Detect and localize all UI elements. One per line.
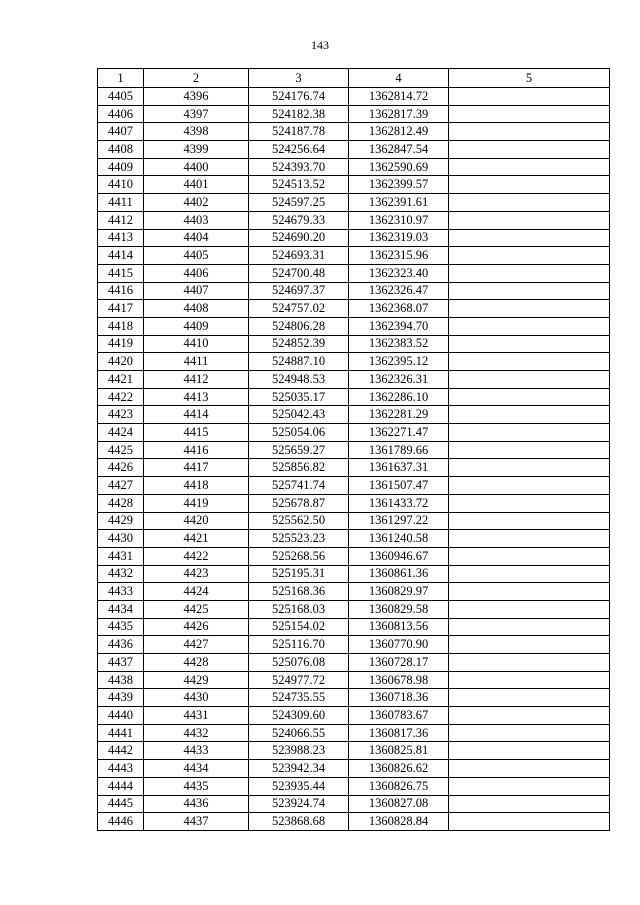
table-cell-col-3: 524977.72 <box>249 671 349 689</box>
table-cell-col-1: 4423 <box>98 406 144 424</box>
table-cell-col-3: 525523.23 <box>249 530 349 548</box>
table-cell-col-2: 4435 <box>144 777 249 795</box>
table-cell-col-4: 1362286.10 <box>349 388 449 406</box>
table-cell-col-2: 4429 <box>144 671 249 689</box>
table-cell-col-2: 4422 <box>144 547 249 565</box>
page-number: 143 <box>311 38 329 52</box>
table-row <box>98 530 610 548</box>
table-cell-col-5 <box>449 141 610 159</box>
table-cell-col-2: 4400 <box>144 158 249 176</box>
table-row <box>98 583 610 601</box>
table-cell-col-2: 4418 <box>144 477 249 495</box>
table-cell-col-3: 524187.78 <box>249 123 349 141</box>
table-cell-col-3: 525054.06 <box>249 424 349 442</box>
table-cell-col-4: 1360817.36 <box>349 724 449 742</box>
table-cell-col-2: 4396 <box>144 88 249 106</box>
table-row <box>98 194 610 212</box>
table-cell-col-4: 1362310.97 <box>349 211 449 229</box>
table-cell-col-1: 4425 <box>98 441 144 459</box>
table-cell-col-5 <box>449 194 610 212</box>
table-cell-col-2: 4402 <box>144 194 249 212</box>
table-cell-col-3: 524690.20 <box>249 229 349 247</box>
table-cell-col-2: 4409 <box>144 317 249 335</box>
table-cell-col-4: 1360783.67 <box>349 707 449 725</box>
table-cell-col-2: 4404 <box>144 229 249 247</box>
table-cell-col-4: 1361789.66 <box>349 441 449 459</box>
table-cell-col-5 <box>449 654 610 672</box>
table-cell-col-3: 524393.70 <box>249 158 349 176</box>
table-row <box>98 636 610 654</box>
table-cell-col-1: 4440 <box>98 707 144 725</box>
table-cell-col-5 <box>449 742 610 760</box>
table-cell-col-1: 4411 <box>98 194 144 212</box>
table-cell-col-1: 4414 <box>98 247 144 265</box>
table-cell-col-3: 524806.28 <box>249 317 349 335</box>
table-row <box>98 618 610 636</box>
table-cell-col-5 <box>449 618 610 636</box>
table-cell-col-3: 524513.52 <box>249 176 349 194</box>
table-row <box>98 742 610 760</box>
table-cell-col-5 <box>449 459 610 477</box>
table-cell-col-5 <box>449 317 610 335</box>
table-row <box>98 406 610 424</box>
table-cell-col-3: 525741.74 <box>249 477 349 495</box>
table-cell-col-4: 1362368.07 <box>349 300 449 318</box>
table-row <box>98 141 610 159</box>
table-row <box>98 158 610 176</box>
table-cell-col-1: 4431 <box>98 547 144 565</box>
table-cell-col-4: 1362271.47 <box>349 424 449 442</box>
table-cell-col-2: 4428 <box>144 654 249 672</box>
column-header-5: 5 <box>449 69 610 88</box>
table-cell-col-5 <box>449 441 610 459</box>
table-cell-col-1: 4420 <box>98 353 144 371</box>
table-cell-col-1: 4426 <box>98 459 144 477</box>
table-row <box>98 424 610 442</box>
table-cell-col-2: 4417 <box>144 459 249 477</box>
table-row <box>98 671 610 689</box>
table-cell-col-2: 4411 <box>144 353 249 371</box>
table-cell-col-3: 523942.34 <box>249 760 349 778</box>
table-row <box>98 229 610 247</box>
table-cell-col-4: 1360827.08 <box>349 795 449 813</box>
table-cell-col-1: 4442 <box>98 742 144 760</box>
table-cell-col-5 <box>449 583 610 601</box>
table-cell-col-2: 4410 <box>144 335 249 353</box>
table-cell-col-3: 524256.64 <box>249 141 349 159</box>
table-cell-col-1: 4427 <box>98 477 144 495</box>
table-cell-col-4: 1362315.96 <box>349 247 449 265</box>
table-cell-col-1: 4412 <box>98 211 144 229</box>
table-cell-col-3: 524176.74 <box>249 88 349 106</box>
table-cell-col-1: 4409 <box>98 158 144 176</box>
table-row <box>98 247 610 265</box>
table-cell-col-3: 523868.68 <box>249 813 349 831</box>
table-cell-col-2: 4436 <box>144 795 249 813</box>
table-cell-col-5 <box>449 795 610 813</box>
table-cell-col-3: 525035.17 <box>249 388 349 406</box>
table-cell-col-4: 1361240.58 <box>349 530 449 548</box>
table-cell-col-2: 4419 <box>144 494 249 512</box>
table-cell-col-4: 1362326.47 <box>349 282 449 300</box>
table-cell-col-1: 4410 <box>98 176 144 194</box>
table-cell-col-5 <box>449 707 610 725</box>
table-row <box>98 282 610 300</box>
table-row <box>98 459 610 477</box>
table-cell-col-1: 4435 <box>98 618 144 636</box>
table-cell-col-3: 525042.43 <box>249 406 349 424</box>
table-cell-col-2: 4413 <box>144 388 249 406</box>
table-cell-col-5 <box>449 388 610 406</box>
table-cell-col-2: 4408 <box>144 300 249 318</box>
table-row <box>98 565 610 583</box>
table-cell-col-5 <box>449 300 610 318</box>
table-cell-col-3: 524679.33 <box>249 211 349 229</box>
table-cell-col-3: 524597.25 <box>249 194 349 212</box>
table-cell-col-2: 4421 <box>144 530 249 548</box>
table-cell-col-2: 4398 <box>144 123 249 141</box>
table-cell-col-4: 1360861.36 <box>349 565 449 583</box>
table-row <box>98 707 610 725</box>
table-cell-col-5 <box>449 477 610 495</box>
table-row <box>98 441 610 459</box>
table-cell-col-4: 1360829.58 <box>349 600 449 618</box>
table-row <box>98 211 610 229</box>
table-cell-col-4: 1362817.39 <box>349 105 449 123</box>
table-cell-col-4: 1362395.12 <box>349 353 449 371</box>
table-body <box>98 88 610 831</box>
table-cell-col-1: 4422 <box>98 388 144 406</box>
table-cell-col-4: 1362391.61 <box>349 194 449 212</box>
table-cell-col-2: 4426 <box>144 618 249 636</box>
table-cell-col-4: 1362323.40 <box>349 264 449 282</box>
table-row <box>98 777 610 795</box>
table-cell-col-5 <box>449 565 610 583</box>
table-cell-col-3: 525168.36 <box>249 583 349 601</box>
table-row <box>98 795 610 813</box>
table-cell-col-4: 1360828.84 <box>349 813 449 831</box>
table-cell-col-5 <box>449 600 610 618</box>
table-cell-col-3: 523935.44 <box>249 777 349 795</box>
table-cell-col-1: 4429 <box>98 512 144 530</box>
table-cell-col-1: 4444 <box>98 777 144 795</box>
table-row <box>98 654 610 672</box>
table-cell-col-4: 1360728.17 <box>349 654 449 672</box>
table-row <box>98 317 610 335</box>
table-cell-col-3: 525268.56 <box>249 547 349 565</box>
table-cell-col-4: 1360825.81 <box>349 742 449 760</box>
table-header-row <box>98 69 610 88</box>
table-row <box>98 689 610 707</box>
coordinates-table <box>97 68 610 831</box>
table-cell-col-1: 4443 <box>98 760 144 778</box>
table-cell-col-1: 4406 <box>98 105 144 123</box>
table-cell-col-3: 524735.55 <box>249 689 349 707</box>
table-cell-col-2: 4424 <box>144 583 249 601</box>
table-cell-col-3: 524700.48 <box>249 264 349 282</box>
table-row <box>98 388 610 406</box>
table-cell-col-3: 524309.60 <box>249 707 349 725</box>
table-cell-col-5 <box>449 158 610 176</box>
table-cell-col-2: 4416 <box>144 441 249 459</box>
table-cell-col-4: 1361297.22 <box>349 512 449 530</box>
table-cell-col-3: 525195.31 <box>249 565 349 583</box>
table-cell-col-2: 4437 <box>144 813 249 831</box>
table-cell-col-2: 4412 <box>144 371 249 389</box>
table-cell-col-2: 4423 <box>144 565 249 583</box>
table-cell-col-4: 1362399.57 <box>349 176 449 194</box>
table-cell-col-2: 4431 <box>144 707 249 725</box>
table-cell-col-1: 4421 <box>98 371 144 389</box>
table-row <box>98 300 610 318</box>
table-cell-col-2: 4406 <box>144 264 249 282</box>
table-cell-col-5 <box>449 211 610 229</box>
table-cell-col-2: 4403 <box>144 211 249 229</box>
table-cell-col-1: 4446 <box>98 813 144 831</box>
table-cell-col-4: 1362847.54 <box>349 141 449 159</box>
table-cell-col-1: 4436 <box>98 636 144 654</box>
table-cell-col-2: 4427 <box>144 636 249 654</box>
table-cell-col-4: 1360813.56 <box>349 618 449 636</box>
table-cell-col-4: 1360946.67 <box>349 547 449 565</box>
table-cell-col-5 <box>449 777 610 795</box>
table-cell-col-1: 4439 <box>98 689 144 707</box>
table-cell-col-1: 4437 <box>98 654 144 672</box>
table-cell-col-2: 4397 <box>144 105 249 123</box>
table-row <box>98 335 610 353</box>
table-cell-col-4: 1362281.29 <box>349 406 449 424</box>
table-cell-col-5 <box>449 176 610 194</box>
table-cell-col-3: 523924.74 <box>249 795 349 813</box>
table-cell-col-3: 525154.02 <box>249 618 349 636</box>
table-cell-col-5 <box>449 371 610 389</box>
table-cell-col-3: 525562.50 <box>249 512 349 530</box>
table-cell-col-1: 4441 <box>98 724 144 742</box>
table-row <box>98 477 610 495</box>
table-cell-col-5 <box>449 335 610 353</box>
table-row <box>98 353 610 371</box>
column-header-4: 4 <box>349 69 449 88</box>
table-cell-col-5 <box>449 724 610 742</box>
table-cell-col-2: 4434 <box>144 760 249 778</box>
table-cell-col-3: 524697.37 <box>249 282 349 300</box>
column-header-1: 1 <box>98 69 144 88</box>
table-cell-col-2: 4425 <box>144 600 249 618</box>
table-row <box>98 176 610 194</box>
table-cell-col-5 <box>449 813 610 831</box>
table-cell-col-3: 525168.03 <box>249 600 349 618</box>
table-row <box>98 512 610 530</box>
table-cell-col-1: 4405 <box>98 88 144 106</box>
table-cell-col-4: 1362814.72 <box>349 88 449 106</box>
table-cell-col-1: 4407 <box>98 123 144 141</box>
table-cell-col-2: 4399 <box>144 141 249 159</box>
table-cell-col-2: 4414 <box>144 406 249 424</box>
table-cell-col-5 <box>449 88 610 106</box>
table-cell-col-3: 524948.53 <box>249 371 349 389</box>
table-cell-col-4: 1361433.72 <box>349 494 449 512</box>
table-cell-col-2: 4420 <box>144 512 249 530</box>
table-cell-col-3: 524066.55 <box>249 724 349 742</box>
table-cell-col-4: 1360770.90 <box>349 636 449 654</box>
table-cell-col-2: 4405 <box>144 247 249 265</box>
table-cell-col-1: 4428 <box>98 494 144 512</box>
table-row <box>98 760 610 778</box>
table-cell-col-3: 525856.82 <box>249 459 349 477</box>
table-row <box>98 88 610 106</box>
table-cell-col-5 <box>449 353 610 371</box>
table-cell-col-3: 524852.39 <box>249 335 349 353</box>
table-row <box>98 371 610 389</box>
table-cell-col-1: 4434 <box>98 600 144 618</box>
table-cell-col-5 <box>449 424 610 442</box>
table-cell-col-3: 525678.87 <box>249 494 349 512</box>
table-cell-col-3: 525076.08 <box>249 654 349 672</box>
table-cell-col-1: 4445 <box>98 795 144 813</box>
table-cell-col-5 <box>449 247 610 265</box>
table-cell-col-5 <box>449 229 610 247</box>
table-cell-col-3: 524757.02 <box>249 300 349 318</box>
table-cell-col-1: 4408 <box>98 141 144 159</box>
table-cell-col-4: 1360829.97 <box>349 583 449 601</box>
table-cell-col-5 <box>449 760 610 778</box>
table-cell-col-3: 525659.27 <box>249 441 349 459</box>
table-cell-col-3: 524693.31 <box>249 247 349 265</box>
table-cell-col-5 <box>449 282 610 300</box>
table-cell-col-1: 4432 <box>98 565 144 583</box>
table-cell-col-4: 1362812.49 <box>349 123 449 141</box>
table-cell-col-1: 4430 <box>98 530 144 548</box>
table-cell-col-5 <box>449 530 610 548</box>
table-cell-col-4: 1362319.03 <box>349 229 449 247</box>
table-cell-col-1: 4418 <box>98 317 144 335</box>
table-cell-col-4: 1360826.75 <box>349 777 449 795</box>
table-cell-col-1: 4433 <box>98 583 144 601</box>
column-header-2: 2 <box>144 69 249 88</box>
table-row <box>98 123 610 141</box>
table-cell-col-2: 4415 <box>144 424 249 442</box>
table-cell-col-2: 4433 <box>144 742 249 760</box>
table-row <box>98 547 610 565</box>
table-cell-col-2: 4430 <box>144 689 249 707</box>
table-cell-col-5 <box>449 547 610 565</box>
table-cell-col-1: 4424 <box>98 424 144 442</box>
table-cell-col-2: 4401 <box>144 176 249 194</box>
table-cell-col-4: 1362590.69 <box>349 158 449 176</box>
table-cell-col-4: 1361637.31 <box>349 459 449 477</box>
table-cell-col-3: 524887.10 <box>249 353 349 371</box>
table-cell-col-5 <box>449 689 610 707</box>
table-cell-col-1: 4415 <box>98 264 144 282</box>
table-row <box>98 105 610 123</box>
table-cell-col-3: 523988.23 <box>249 742 349 760</box>
table-row <box>98 813 610 831</box>
table-cell-col-5 <box>449 512 610 530</box>
table-cell-col-4: 1360718.36 <box>349 689 449 707</box>
table-cell-col-5 <box>449 494 610 512</box>
table-cell-col-4: 1362394.70 <box>349 317 449 335</box>
table-cell-col-1: 4416 <box>98 282 144 300</box>
table-cell-col-4: 1361507.47 <box>349 477 449 495</box>
column-header-3: 3 <box>249 69 349 88</box>
table-cell-col-5 <box>449 105 610 123</box>
table-cell-col-4: 1362326.31 <box>349 371 449 389</box>
table-cell-col-2: 4432 <box>144 724 249 742</box>
table-row <box>98 724 610 742</box>
table-cell-col-1: 4413 <box>98 229 144 247</box>
table-cell-col-5 <box>449 123 610 141</box>
table-cell-col-1: 4438 <box>98 671 144 689</box>
table-row <box>98 600 610 618</box>
table-cell-col-3: 524182.38 <box>249 105 349 123</box>
table-cell-col-5 <box>449 671 610 689</box>
table-row <box>98 264 610 282</box>
table-cell-col-4: 1360678.98 <box>349 671 449 689</box>
table-cell-col-5 <box>449 636 610 654</box>
table-cell-col-4: 1360826.62 <box>349 760 449 778</box>
table-cell-col-3: 525116.70 <box>249 636 349 654</box>
table-cell-col-5 <box>449 406 610 424</box>
table-cell-col-5 <box>449 264 610 282</box>
table-cell-col-1: 4417 <box>98 300 144 318</box>
table-cell-col-2: 4407 <box>144 282 249 300</box>
table-cell-col-4: 1362383.52 <box>349 335 449 353</box>
table-cell-col-1: 4419 <box>98 335 144 353</box>
table-row <box>98 494 610 512</box>
